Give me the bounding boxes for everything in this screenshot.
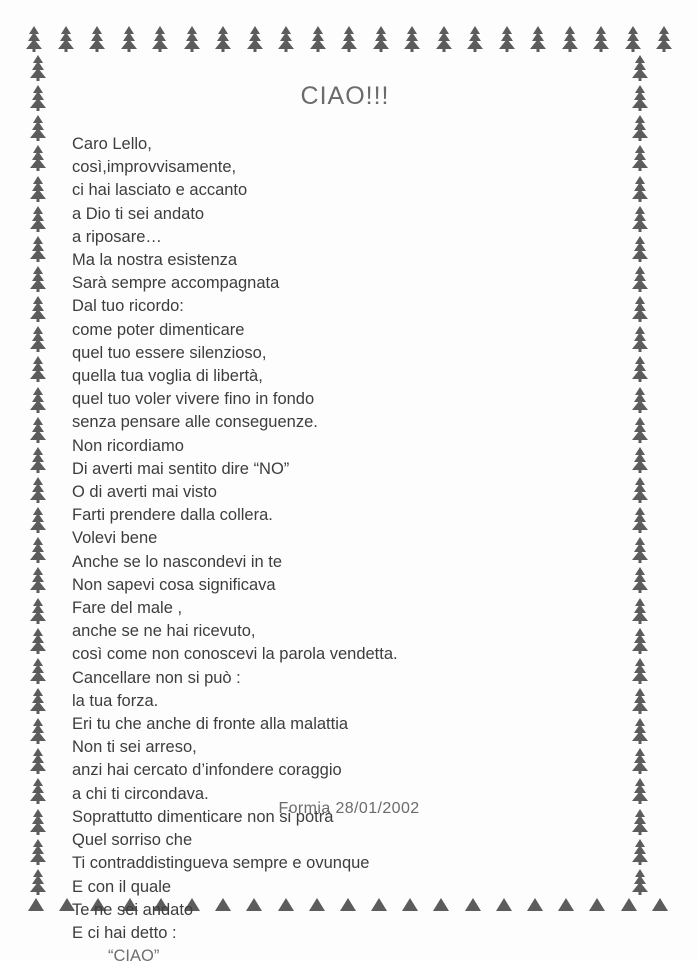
pine-tree-icon: [28, 688, 48, 714]
pine-tree-icon: [28, 869, 48, 895]
poem-line: Eri tu che anche di fronte alla malattia: [72, 715, 349, 734]
pine-tree-icon: [308, 26, 328, 52]
pine-tree-icon: [28, 55, 48, 81]
poem-line: ci hai lasciato e accanto: [72, 181, 248, 200]
poem-line: O di averti mai visto: [72, 483, 217, 502]
poem-line: E ci hai detto :: [72, 923, 177, 942]
pine-tree-icon: [276, 26, 296, 52]
pine-tree-icon: [28, 326, 48, 352]
pine-tree-icon: [28, 296, 48, 322]
poem-line: Caro Lello,: [72, 135, 152, 153]
pine-tree-icon: [28, 85, 48, 111]
pine-tree-icon: [28, 537, 48, 563]
pine-tree-icon: [528, 26, 548, 52]
pine-tree-icon: [630, 537, 650, 563]
pine-tree-icon: [28, 598, 48, 624]
pine-tree-icon: [630, 839, 650, 865]
pine-tree-icon: [24, 26, 44, 52]
pine-tree-icon: [28, 748, 48, 774]
pine-tree-icon: [87, 26, 107, 52]
poem-line: Ti contraddistingueva sempre e ovunque: [72, 854, 370, 873]
poem-line: anzi hai cercato d’infondere coraggio: [72, 761, 342, 780]
pine-tree-icon: [402, 26, 422, 52]
poem-line: Non sapevi cosa significava: [72, 575, 276, 594]
pine-tree-icon: [630, 326, 650, 352]
pine-tree-icon: [630, 206, 650, 232]
pine-tree-icon: [28, 176, 48, 202]
poem-line: Quel sorriso che: [72, 831, 193, 850]
pine-tree-icon: [245, 26, 265, 52]
pine-tree-icon: [654, 26, 674, 52]
pine-tree-icon: [630, 507, 650, 533]
poem-line: Fare del male ,: [72, 599, 183, 618]
pine-tree-icon: [28, 236, 48, 262]
poem-line: come poter dimenticare: [72, 320, 245, 339]
pine-tree-icon: [630, 55, 650, 81]
poem-line: a riposare…: [72, 227, 162, 246]
pine-tree-icon: [28, 356, 48, 382]
poem-line: Sarà sempre accompagnata: [72, 274, 280, 293]
top-border-decoration: [24, 26, 674, 52]
poem-line: Soprattutto dimenticare non si potrà: [72, 807, 334, 826]
poem-line: così come non conoscevi la parola vendetta.: [72, 645, 398, 664]
poem-line: Non ricordiamo: [72, 436, 184, 455]
pine-tree-icon: [630, 688, 650, 714]
pine-tree-icon: [28, 206, 48, 232]
pine-tree-icon: [560, 26, 580, 52]
poem-line: quel tuo voler vivere fino in fondo: [72, 390, 315, 409]
right-border-decoration: [628, 55, 652, 895]
pine-tree-icon: [213, 26, 233, 52]
pine-tree-icon: [630, 145, 650, 171]
poem-line: Cancellare non si può :: [72, 668, 241, 687]
pine-tree-icon: [28, 447, 48, 473]
pine-tree-icon: [623, 26, 643, 52]
pine-tree-icon: [630, 266, 650, 292]
poem-line: così,improvvisamente,: [72, 158, 237, 177]
poem-line: a chi ti circondava.: [72, 784, 209, 803]
pine-tree-icon: [591, 26, 611, 52]
pine-tree-icon: [630, 598, 650, 624]
pine-tree-icon: [28, 718, 48, 744]
pine-tree-icon: [630, 417, 650, 443]
poem-line: Non ti sei arreso,: [72, 738, 197, 757]
pine-tree-icon: [434, 26, 454, 52]
triangle-icon: [652, 898, 668, 911]
pine-tree-icon: [28, 507, 48, 533]
pine-tree-icon: [28, 387, 48, 413]
triangle-icon: [28, 898, 44, 911]
poem-line: senza pensare alle conseguenze.: [72, 413, 318, 432]
poem-line: Volevi bene: [72, 529, 158, 548]
pine-tree-icon: [630, 477, 650, 503]
pine-tree-icon: [630, 387, 650, 413]
pine-tree-icon: [182, 26, 202, 52]
poem-line: “CIAO”: [108, 947, 160, 966]
pine-tree-icon: [630, 296, 650, 322]
pine-tree-icon: [630, 658, 650, 684]
pine-tree-icon: [630, 85, 650, 111]
poem-line: Ma la nostra esistenza: [72, 251, 238, 270]
pine-tree-icon: [630, 356, 650, 382]
pine-tree-icon: [28, 567, 48, 593]
triangle-icon: [621, 898, 637, 911]
pine-tree-icon: [630, 176, 650, 202]
pine-tree-icon: [630, 869, 650, 895]
pine-tree-icon: [339, 26, 359, 52]
pine-tree-icon: [28, 477, 48, 503]
pine-tree-icon: [150, 26, 170, 52]
pine-tree-icon: [56, 26, 76, 52]
pine-tree-icon: [630, 236, 650, 262]
poem-line: Anche se lo nascondevi in te: [72, 552, 283, 571]
poem-line: Farti prendere dalla collera.: [72, 506, 273, 525]
page-title: CIAO!!!: [300, 82, 390, 110]
pine-tree-icon: [630, 748, 650, 774]
pine-tree-icon: [28, 417, 48, 443]
poem-line: Dal tuo ricordo:: [72, 297, 184, 316]
pine-tree-icon: [28, 145, 48, 171]
poem-line: anche se ne hai ricevuto,: [72, 622, 256, 641]
poem-line: Te ne sei andato: [72, 900, 194, 919]
pine-tree-icon: [28, 628, 48, 654]
pine-tree-icon: [371, 26, 391, 52]
pine-tree-icon: [630, 628, 650, 654]
poem-line: quel tuo essere silenzioso,: [72, 343, 267, 362]
left-border-decoration: [26, 55, 50, 895]
signature-line: Formia 28/01/2002: [278, 800, 420, 817]
pine-tree-icon: [28, 266, 48, 292]
pine-tree-icon: [497, 26, 517, 52]
pine-tree-icon: [630, 567, 650, 593]
document-content: [62, 70, 622, 968]
pine-tree-icon: [630, 718, 650, 744]
pine-tree-icon: [630, 115, 650, 141]
poem-line: Di averti mai sentito dire “NO”: [72, 459, 290, 478]
pine-tree-icon: [28, 115, 48, 141]
pine-tree-icon: [630, 447, 650, 473]
pine-tree-icon: [119, 26, 139, 52]
poem-line: E con il quale: [72, 877, 172, 896]
pine-tree-icon: [465, 26, 485, 52]
pine-tree-icon: [28, 658, 48, 684]
poem-line: quella tua voglia di libertà,: [72, 367, 263, 386]
poem-line: la tua forza.: [72, 691, 159, 710]
poem-body: [62, 133, 622, 968]
pine-tree-icon: [28, 839, 48, 865]
poem-line: a Dio ti sei andato: [72, 204, 205, 223]
